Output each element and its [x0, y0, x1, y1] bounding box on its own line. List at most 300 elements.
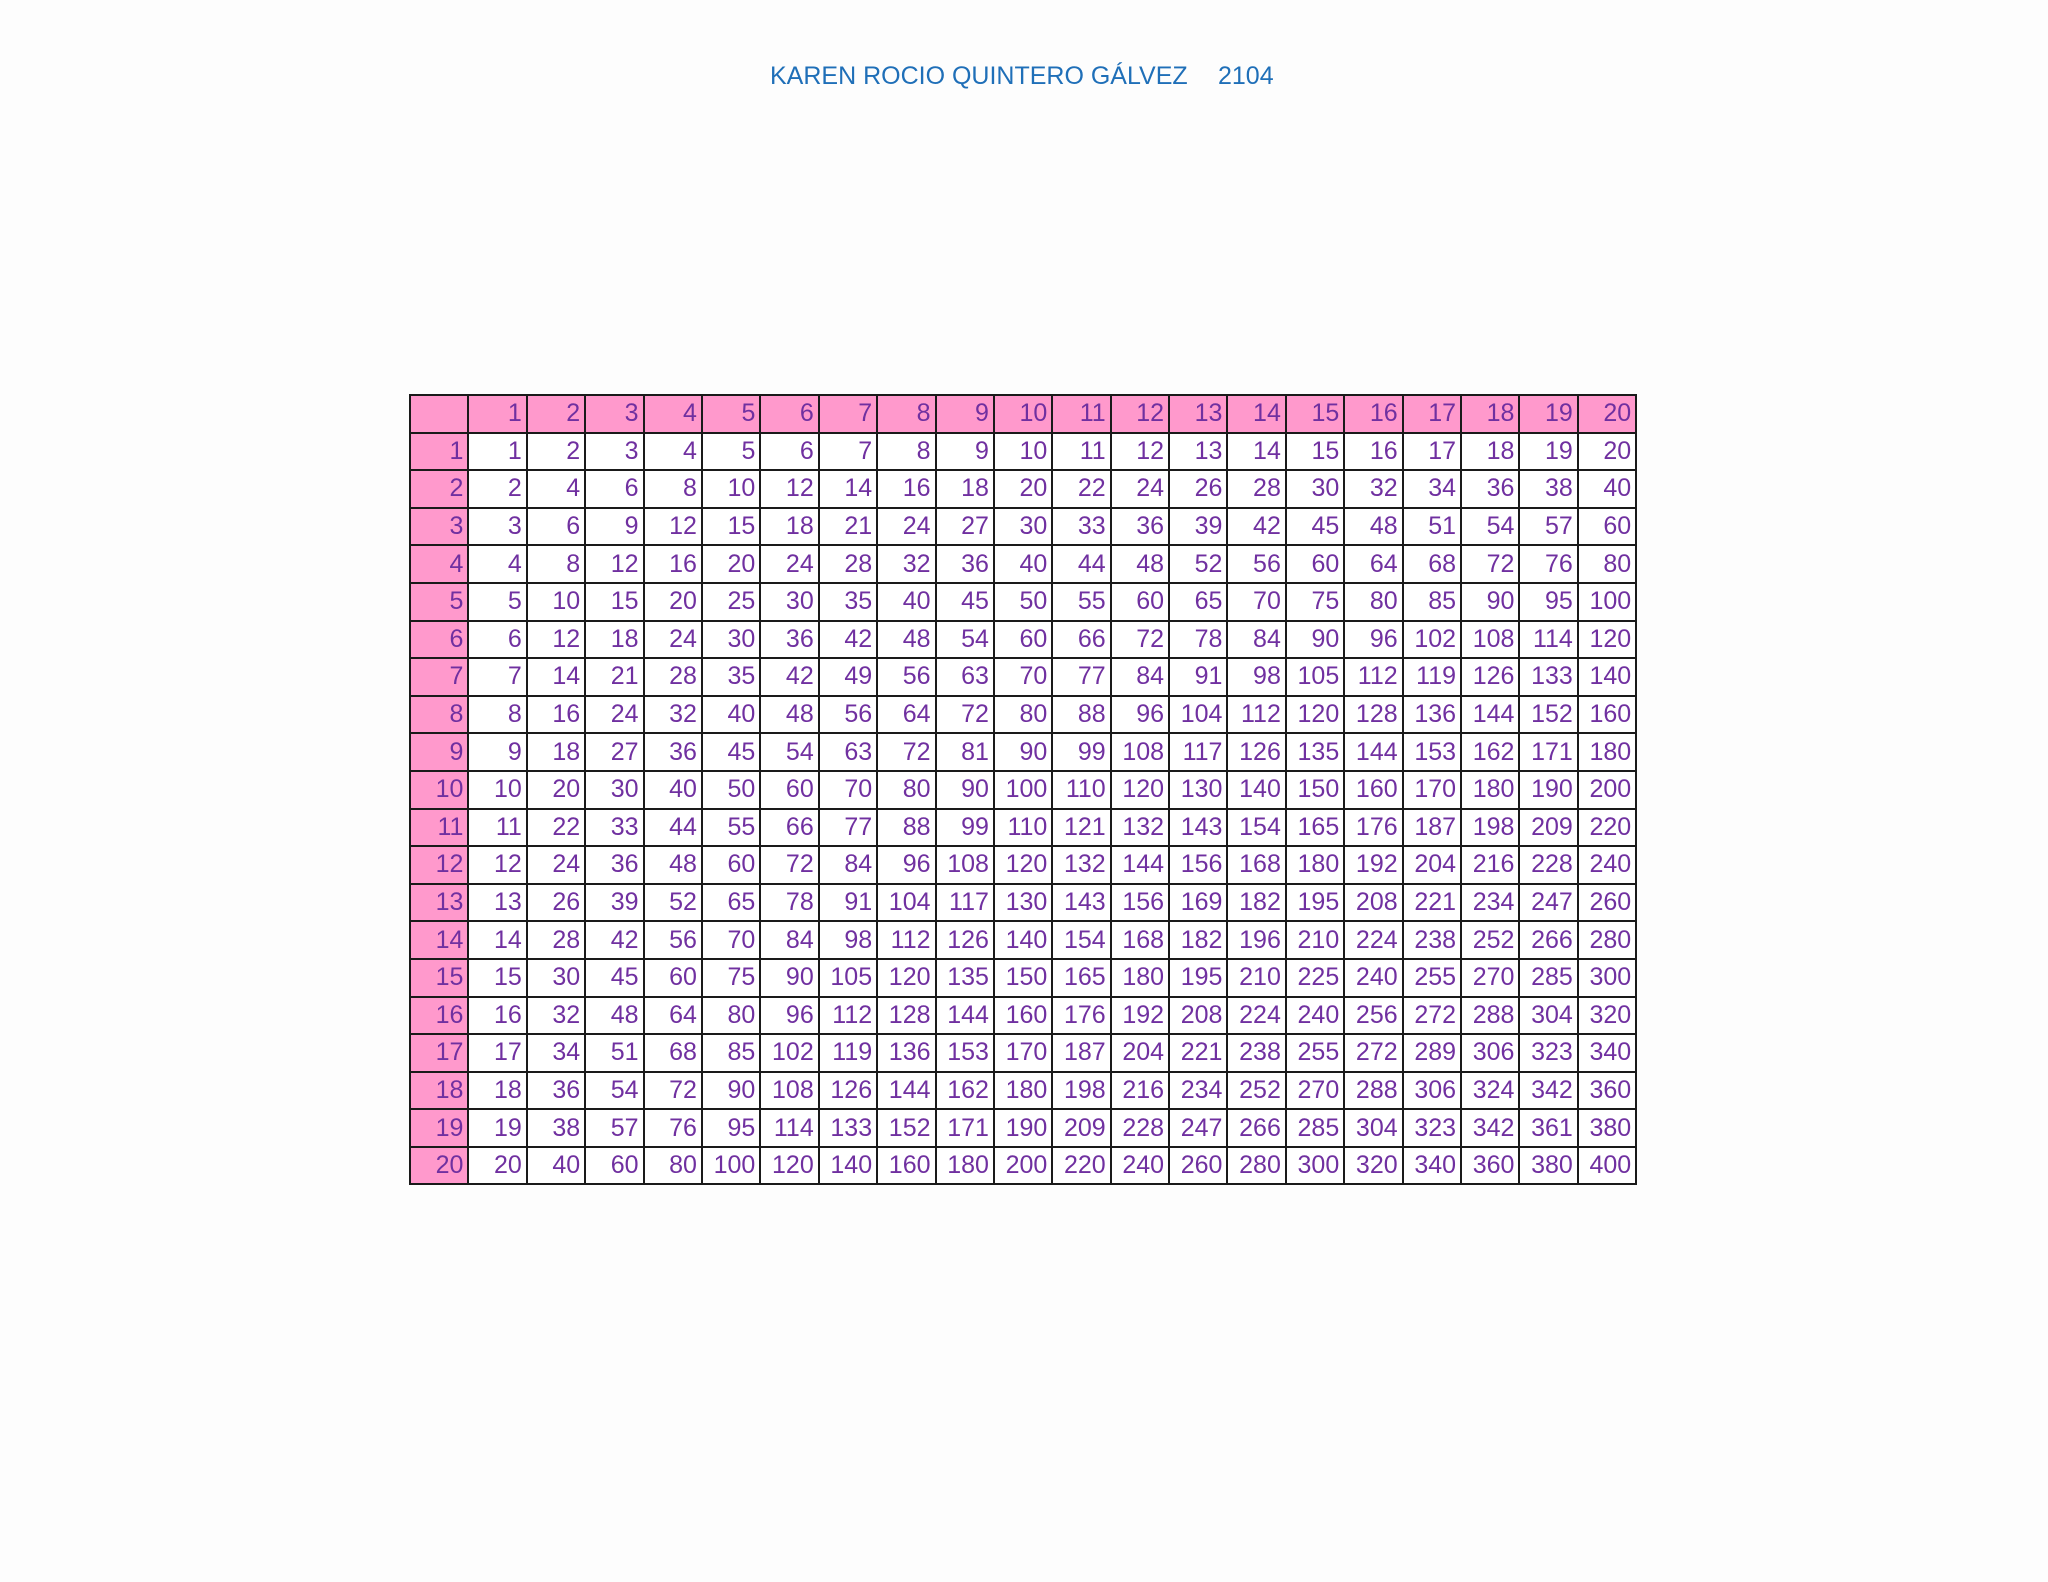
product-cell: 14 [527, 658, 585, 696]
row-header-cell: 3 [410, 508, 468, 546]
row-header-cell: 19 [410, 1109, 468, 1147]
product-cell: 220 [1052, 1147, 1110, 1185]
product-cell: 140 [994, 921, 1052, 959]
column-header-cell: 4 [644, 395, 702, 433]
row-header-cell: 11 [410, 809, 468, 847]
product-cell: 72 [936, 696, 994, 734]
product-cell: 136 [877, 1034, 935, 1072]
product-cell: 266 [1227, 1109, 1285, 1147]
product-cell: 18 [468, 1072, 526, 1110]
row-header-cell: 9 [410, 733, 468, 771]
product-cell: 5 [468, 583, 526, 621]
product-cell: 45 [1286, 508, 1344, 546]
product-cell: 21 [819, 508, 877, 546]
product-cell: 304 [1344, 1109, 1402, 1147]
product-cell: 9 [468, 733, 526, 771]
product-cell: 26 [527, 884, 585, 922]
product-cell: 180 [1461, 771, 1519, 809]
product-cell: 200 [994, 1147, 1052, 1185]
product-cell: 102 [1403, 621, 1461, 659]
product-cell: 160 [1578, 696, 1636, 734]
product-cell: 40 [644, 771, 702, 809]
product-cell: 120 [760, 1147, 818, 1185]
product-cell: 266 [1519, 921, 1577, 959]
product-cell: 208 [1344, 884, 1402, 922]
product-cell: 80 [1344, 583, 1402, 621]
product-cell: 126 [819, 1072, 877, 1110]
product-cell: 90 [936, 771, 994, 809]
product-cell: 55 [1052, 583, 1110, 621]
product-cell: 150 [994, 959, 1052, 997]
product-cell: 204 [1111, 1034, 1169, 1072]
product-cell: 340 [1578, 1034, 1636, 1072]
column-header-cell: 3 [585, 395, 643, 433]
product-cell: 84 [1111, 658, 1169, 696]
product-cell: 288 [1461, 997, 1519, 1035]
product-cell: 228 [1111, 1109, 1169, 1147]
product-cell: 247 [1169, 1109, 1227, 1147]
product-cell: 30 [760, 583, 818, 621]
product-cell: 144 [1461, 696, 1519, 734]
product-cell: 105 [1286, 658, 1344, 696]
product-cell: 17 [1403, 433, 1461, 471]
product-cell: 135 [936, 959, 994, 997]
product-cell: 13 [468, 884, 526, 922]
product-cell: 128 [1344, 696, 1402, 734]
row-header-cell: 7 [410, 658, 468, 696]
product-cell: 48 [877, 621, 935, 659]
table-row [410, 621, 1636, 659]
product-cell: 240 [1111, 1147, 1169, 1185]
product-cell: 88 [877, 809, 935, 847]
product-cell: 6 [527, 508, 585, 546]
row-header-cell: 10 [410, 771, 468, 809]
product-cell: 240 [1578, 846, 1636, 884]
product-cell: 68 [1403, 545, 1461, 583]
product-cell: 54 [585, 1072, 643, 1110]
product-cell: 64 [877, 696, 935, 734]
product-cell: 270 [1286, 1072, 1344, 1110]
product-cell: 27 [585, 733, 643, 771]
product-cell: 170 [1403, 771, 1461, 809]
product-cell: 252 [1461, 921, 1519, 959]
product-cell: 18 [527, 733, 585, 771]
product-cell: 126 [936, 921, 994, 959]
product-cell: 112 [1227, 696, 1285, 734]
product-cell: 165 [1052, 959, 1110, 997]
column-header-cell: 10 [994, 395, 1052, 433]
product-cell: 54 [1461, 508, 1519, 546]
product-cell: 238 [1403, 921, 1461, 959]
product-cell: 400 [1578, 1147, 1636, 1185]
product-cell: 75 [702, 959, 760, 997]
product-cell: 51 [585, 1034, 643, 1072]
product-cell: 128 [877, 997, 935, 1035]
product-cell: 11 [1052, 433, 1110, 471]
product-cell: 361 [1519, 1109, 1577, 1147]
product-cell: 132 [1111, 809, 1169, 847]
product-cell: 176 [1052, 997, 1110, 1035]
product-cell: 56 [819, 696, 877, 734]
product-cell: 256 [1344, 997, 1402, 1035]
product-cell: 33 [1052, 508, 1110, 546]
product-cell: 78 [760, 884, 818, 922]
product-cell: 102 [760, 1034, 818, 1072]
product-cell: 110 [994, 809, 1052, 847]
product-cell: 65 [702, 884, 760, 922]
product-cell: 104 [877, 884, 935, 922]
product-cell: 40 [994, 545, 1052, 583]
table-header-row [410, 395, 1636, 433]
product-cell: 36 [644, 733, 702, 771]
product-cell: 133 [1519, 658, 1577, 696]
product-cell: 120 [994, 846, 1052, 884]
product-cell: 162 [1461, 733, 1519, 771]
product-cell: 38 [1519, 470, 1577, 508]
product-cell: 8 [527, 545, 585, 583]
product-cell: 40 [527, 1147, 585, 1185]
row-header-cell: 5 [410, 583, 468, 621]
product-cell: 288 [1344, 1072, 1402, 1110]
product-cell: 85 [702, 1034, 760, 1072]
product-cell: 98 [1227, 658, 1285, 696]
product-cell: 150 [1286, 771, 1344, 809]
product-cell: 342 [1519, 1072, 1577, 1110]
product-cell: 32 [527, 997, 585, 1035]
product-cell: 117 [936, 884, 994, 922]
product-cell: 20 [1578, 433, 1636, 471]
product-cell: 8 [468, 696, 526, 734]
product-cell: 221 [1169, 1034, 1227, 1072]
product-cell: 153 [1403, 733, 1461, 771]
product-cell: 176 [1344, 809, 1402, 847]
product-cell: 60 [1111, 583, 1169, 621]
product-cell: 30 [994, 508, 1052, 546]
row-header-cell: 20 [410, 1147, 468, 1185]
product-cell: 33 [585, 809, 643, 847]
product-cell: 56 [877, 658, 935, 696]
product-cell: 57 [1519, 508, 1577, 546]
product-cell: 20 [702, 545, 760, 583]
product-cell: 51 [1403, 508, 1461, 546]
product-cell: 81 [936, 733, 994, 771]
product-cell: 72 [1111, 621, 1169, 659]
product-cell: 280 [1227, 1147, 1285, 1185]
product-cell: 32 [1344, 470, 1402, 508]
product-cell: 144 [877, 1072, 935, 1110]
product-cell: 54 [760, 733, 818, 771]
product-cell: 234 [1169, 1072, 1227, 1110]
product-cell: 80 [877, 771, 935, 809]
product-cell: 3 [468, 508, 526, 546]
product-cell: 108 [1111, 733, 1169, 771]
product-cell: 154 [1227, 809, 1285, 847]
product-cell: 13 [1169, 433, 1227, 471]
product-cell: 77 [819, 809, 877, 847]
product-cell: 90 [994, 733, 1052, 771]
product-cell: 306 [1461, 1034, 1519, 1072]
column-header-cell: 16 [1344, 395, 1402, 433]
product-cell: 26 [1169, 470, 1227, 508]
product-cell: 120 [1578, 621, 1636, 659]
product-cell: 55 [702, 809, 760, 847]
product-cell: 77 [1052, 658, 1110, 696]
product-cell: 34 [527, 1034, 585, 1072]
product-cell: 48 [585, 997, 643, 1035]
column-header-cell: 12 [1111, 395, 1169, 433]
product-cell: 16 [877, 470, 935, 508]
product-cell: 45 [702, 733, 760, 771]
product-cell: 48 [644, 846, 702, 884]
product-cell: 48 [760, 696, 818, 734]
product-cell: 30 [1286, 470, 1344, 508]
product-cell: 8 [877, 433, 935, 471]
product-cell: 70 [994, 658, 1052, 696]
product-cell: 342 [1461, 1109, 1519, 1147]
product-cell: 270 [1461, 959, 1519, 997]
product-cell: 80 [644, 1147, 702, 1185]
product-cell: 36 [1111, 508, 1169, 546]
product-cell: 12 [1111, 433, 1169, 471]
table-row [410, 846, 1636, 884]
product-cell: 48 [1344, 508, 1402, 546]
product-cell: 35 [702, 658, 760, 696]
table-row [410, 658, 1636, 696]
row-header-cell: 16 [410, 997, 468, 1035]
product-cell: 156 [1169, 846, 1227, 884]
product-cell: 45 [936, 583, 994, 621]
product-cell: 180 [936, 1147, 994, 1185]
product-cell: 108 [1461, 621, 1519, 659]
product-cell: 36 [936, 545, 994, 583]
product-cell: 224 [1227, 997, 1285, 1035]
product-cell: 340 [1403, 1147, 1461, 1185]
group-code: 2104 [1218, 62, 1274, 90]
product-cell: 324 [1461, 1072, 1519, 1110]
product-cell: 144 [1111, 846, 1169, 884]
product-cell: 95 [1519, 583, 1577, 621]
product-cell: 180 [994, 1072, 1052, 1110]
row-header-cell: 18 [410, 1072, 468, 1110]
product-cell: 4 [468, 545, 526, 583]
product-cell: 16 [644, 545, 702, 583]
product-cell: 160 [1344, 771, 1402, 809]
row-header-cell: 15 [410, 959, 468, 997]
product-cell: 130 [1169, 771, 1227, 809]
product-cell: 12 [644, 508, 702, 546]
product-cell: 120 [877, 959, 935, 997]
product-cell: 60 [1578, 508, 1636, 546]
author-name: KAREN ROCIO QUINTERO GÁLVEZ [770, 62, 1188, 90]
multiplication-table-body [410, 395, 1636, 1184]
product-cell: 32 [877, 545, 935, 583]
product-cell: 80 [702, 997, 760, 1035]
product-cell: 6 [585, 470, 643, 508]
product-cell: 168 [1111, 921, 1169, 959]
product-cell: 60 [760, 771, 818, 809]
product-cell: 15 [1286, 433, 1344, 471]
product-cell: 65 [1169, 583, 1227, 621]
column-header-cell: 11 [1052, 395, 1110, 433]
product-cell: 320 [1578, 997, 1636, 1035]
product-cell: 17 [468, 1034, 526, 1072]
product-cell: 30 [527, 959, 585, 997]
table-row [410, 470, 1636, 508]
product-cell: 190 [1519, 771, 1577, 809]
product-cell: 238 [1227, 1034, 1285, 1072]
product-cell: 57 [585, 1109, 643, 1147]
product-cell: 72 [644, 1072, 702, 1110]
table-row [410, 545, 1636, 583]
product-cell: 114 [760, 1109, 818, 1147]
product-cell: 198 [1461, 809, 1519, 847]
product-cell: 144 [1344, 733, 1402, 771]
product-cell: 27 [936, 508, 994, 546]
product-cell: 56 [1227, 545, 1285, 583]
product-cell: 140 [819, 1147, 877, 1185]
product-cell: 121 [1052, 809, 1110, 847]
product-cell: 30 [702, 621, 760, 659]
product-cell: 289 [1403, 1034, 1461, 1072]
product-cell: 95 [702, 1109, 760, 1147]
product-cell: 9 [585, 508, 643, 546]
product-cell: 63 [819, 733, 877, 771]
product-cell: 108 [760, 1072, 818, 1110]
product-cell: 135 [1286, 733, 1344, 771]
product-cell: 14 [1227, 433, 1285, 471]
row-header-cell: 14 [410, 921, 468, 959]
product-cell: 117 [1169, 733, 1227, 771]
product-cell: 119 [819, 1034, 877, 1072]
product-cell: 1 [468, 433, 526, 471]
product-cell: 2 [527, 433, 585, 471]
product-cell: 104 [1169, 696, 1227, 734]
product-cell: 84 [1227, 621, 1285, 659]
product-cell: 49 [819, 658, 877, 696]
product-cell: 96 [760, 997, 818, 1035]
product-cell: 39 [1169, 508, 1227, 546]
product-cell: 16 [527, 696, 585, 734]
product-cell: 28 [1227, 470, 1285, 508]
column-header-cell: 13 [1169, 395, 1227, 433]
product-cell: 225 [1286, 959, 1344, 997]
column-header-cell: 9 [936, 395, 994, 433]
product-cell: 152 [1519, 696, 1577, 734]
product-cell: 28 [819, 545, 877, 583]
product-cell: 70 [1227, 583, 1285, 621]
product-cell: 380 [1578, 1109, 1636, 1147]
product-cell: 18 [1461, 433, 1519, 471]
column-header-cell: 19 [1519, 395, 1577, 433]
product-cell: 50 [994, 583, 1052, 621]
product-cell: 40 [877, 583, 935, 621]
product-cell: 63 [936, 658, 994, 696]
row-header-cell: 1 [410, 433, 468, 471]
product-cell: 18 [760, 508, 818, 546]
product-cell: 196 [1227, 921, 1285, 959]
product-cell: 24 [644, 621, 702, 659]
product-cell: 190 [994, 1109, 1052, 1147]
product-cell: 8 [644, 470, 702, 508]
product-cell: 180 [1578, 733, 1636, 771]
table-row [410, 771, 1636, 809]
product-cell: 4 [527, 470, 585, 508]
product-cell: 2 [468, 470, 526, 508]
product-cell: 24 [760, 545, 818, 583]
table-row [410, 733, 1636, 771]
table-row [410, 959, 1636, 997]
product-cell: 260 [1169, 1147, 1227, 1185]
product-cell: 210 [1286, 921, 1344, 959]
product-cell: 99 [1052, 733, 1110, 771]
product-cell: 60 [585, 1147, 643, 1185]
table-row [410, 583, 1636, 621]
product-cell: 44 [644, 809, 702, 847]
product-cell: 152 [877, 1109, 935, 1147]
product-cell: 99 [936, 809, 994, 847]
product-cell: 10 [702, 470, 760, 508]
product-cell: 165 [1286, 809, 1344, 847]
product-cell: 119 [1403, 658, 1461, 696]
product-cell: 14 [468, 921, 526, 959]
product-cell: 24 [1111, 470, 1169, 508]
product-cell: 143 [1052, 884, 1110, 922]
product-cell: 156 [1111, 884, 1169, 922]
product-cell: 91 [1169, 658, 1227, 696]
product-cell: 76 [1519, 545, 1577, 583]
product-cell: 182 [1227, 884, 1285, 922]
product-cell: 126 [1461, 658, 1519, 696]
product-cell: 323 [1403, 1109, 1461, 1147]
product-cell: 85 [1403, 583, 1461, 621]
product-cell: 7 [819, 433, 877, 471]
product-cell: 100 [1578, 583, 1636, 621]
product-cell: 285 [1286, 1109, 1344, 1147]
product-cell: 21 [585, 658, 643, 696]
product-cell: 209 [1519, 809, 1577, 847]
product-cell: 78 [1169, 621, 1227, 659]
product-cell: 3 [585, 433, 643, 471]
product-cell: 24 [877, 508, 935, 546]
product-cell: 14 [819, 470, 877, 508]
product-cell: 180 [1111, 959, 1169, 997]
product-cell: 96 [1111, 696, 1169, 734]
product-cell: 18 [936, 470, 994, 508]
row-header-cell: 13 [410, 884, 468, 922]
product-cell: 133 [819, 1109, 877, 1147]
product-cell: 68 [644, 1034, 702, 1072]
product-cell: 209 [1052, 1109, 1110, 1147]
column-header-cell: 17 [1403, 395, 1461, 433]
product-cell: 380 [1519, 1147, 1577, 1185]
table-row [410, 997, 1636, 1035]
table-row [410, 1109, 1636, 1147]
product-cell: 168 [1227, 846, 1285, 884]
row-header-cell: 2 [410, 470, 468, 508]
product-cell: 50 [702, 771, 760, 809]
product-cell: 110 [1052, 771, 1110, 809]
product-cell: 42 [819, 621, 877, 659]
product-cell: 35 [819, 583, 877, 621]
product-cell: 195 [1286, 884, 1344, 922]
product-cell: 60 [994, 621, 1052, 659]
product-cell: 22 [527, 809, 585, 847]
product-cell: 228 [1519, 846, 1577, 884]
product-cell: 64 [644, 997, 702, 1035]
product-cell: 260 [1578, 884, 1636, 922]
product-cell: 12 [527, 621, 585, 659]
product-cell: 75 [1286, 583, 1344, 621]
